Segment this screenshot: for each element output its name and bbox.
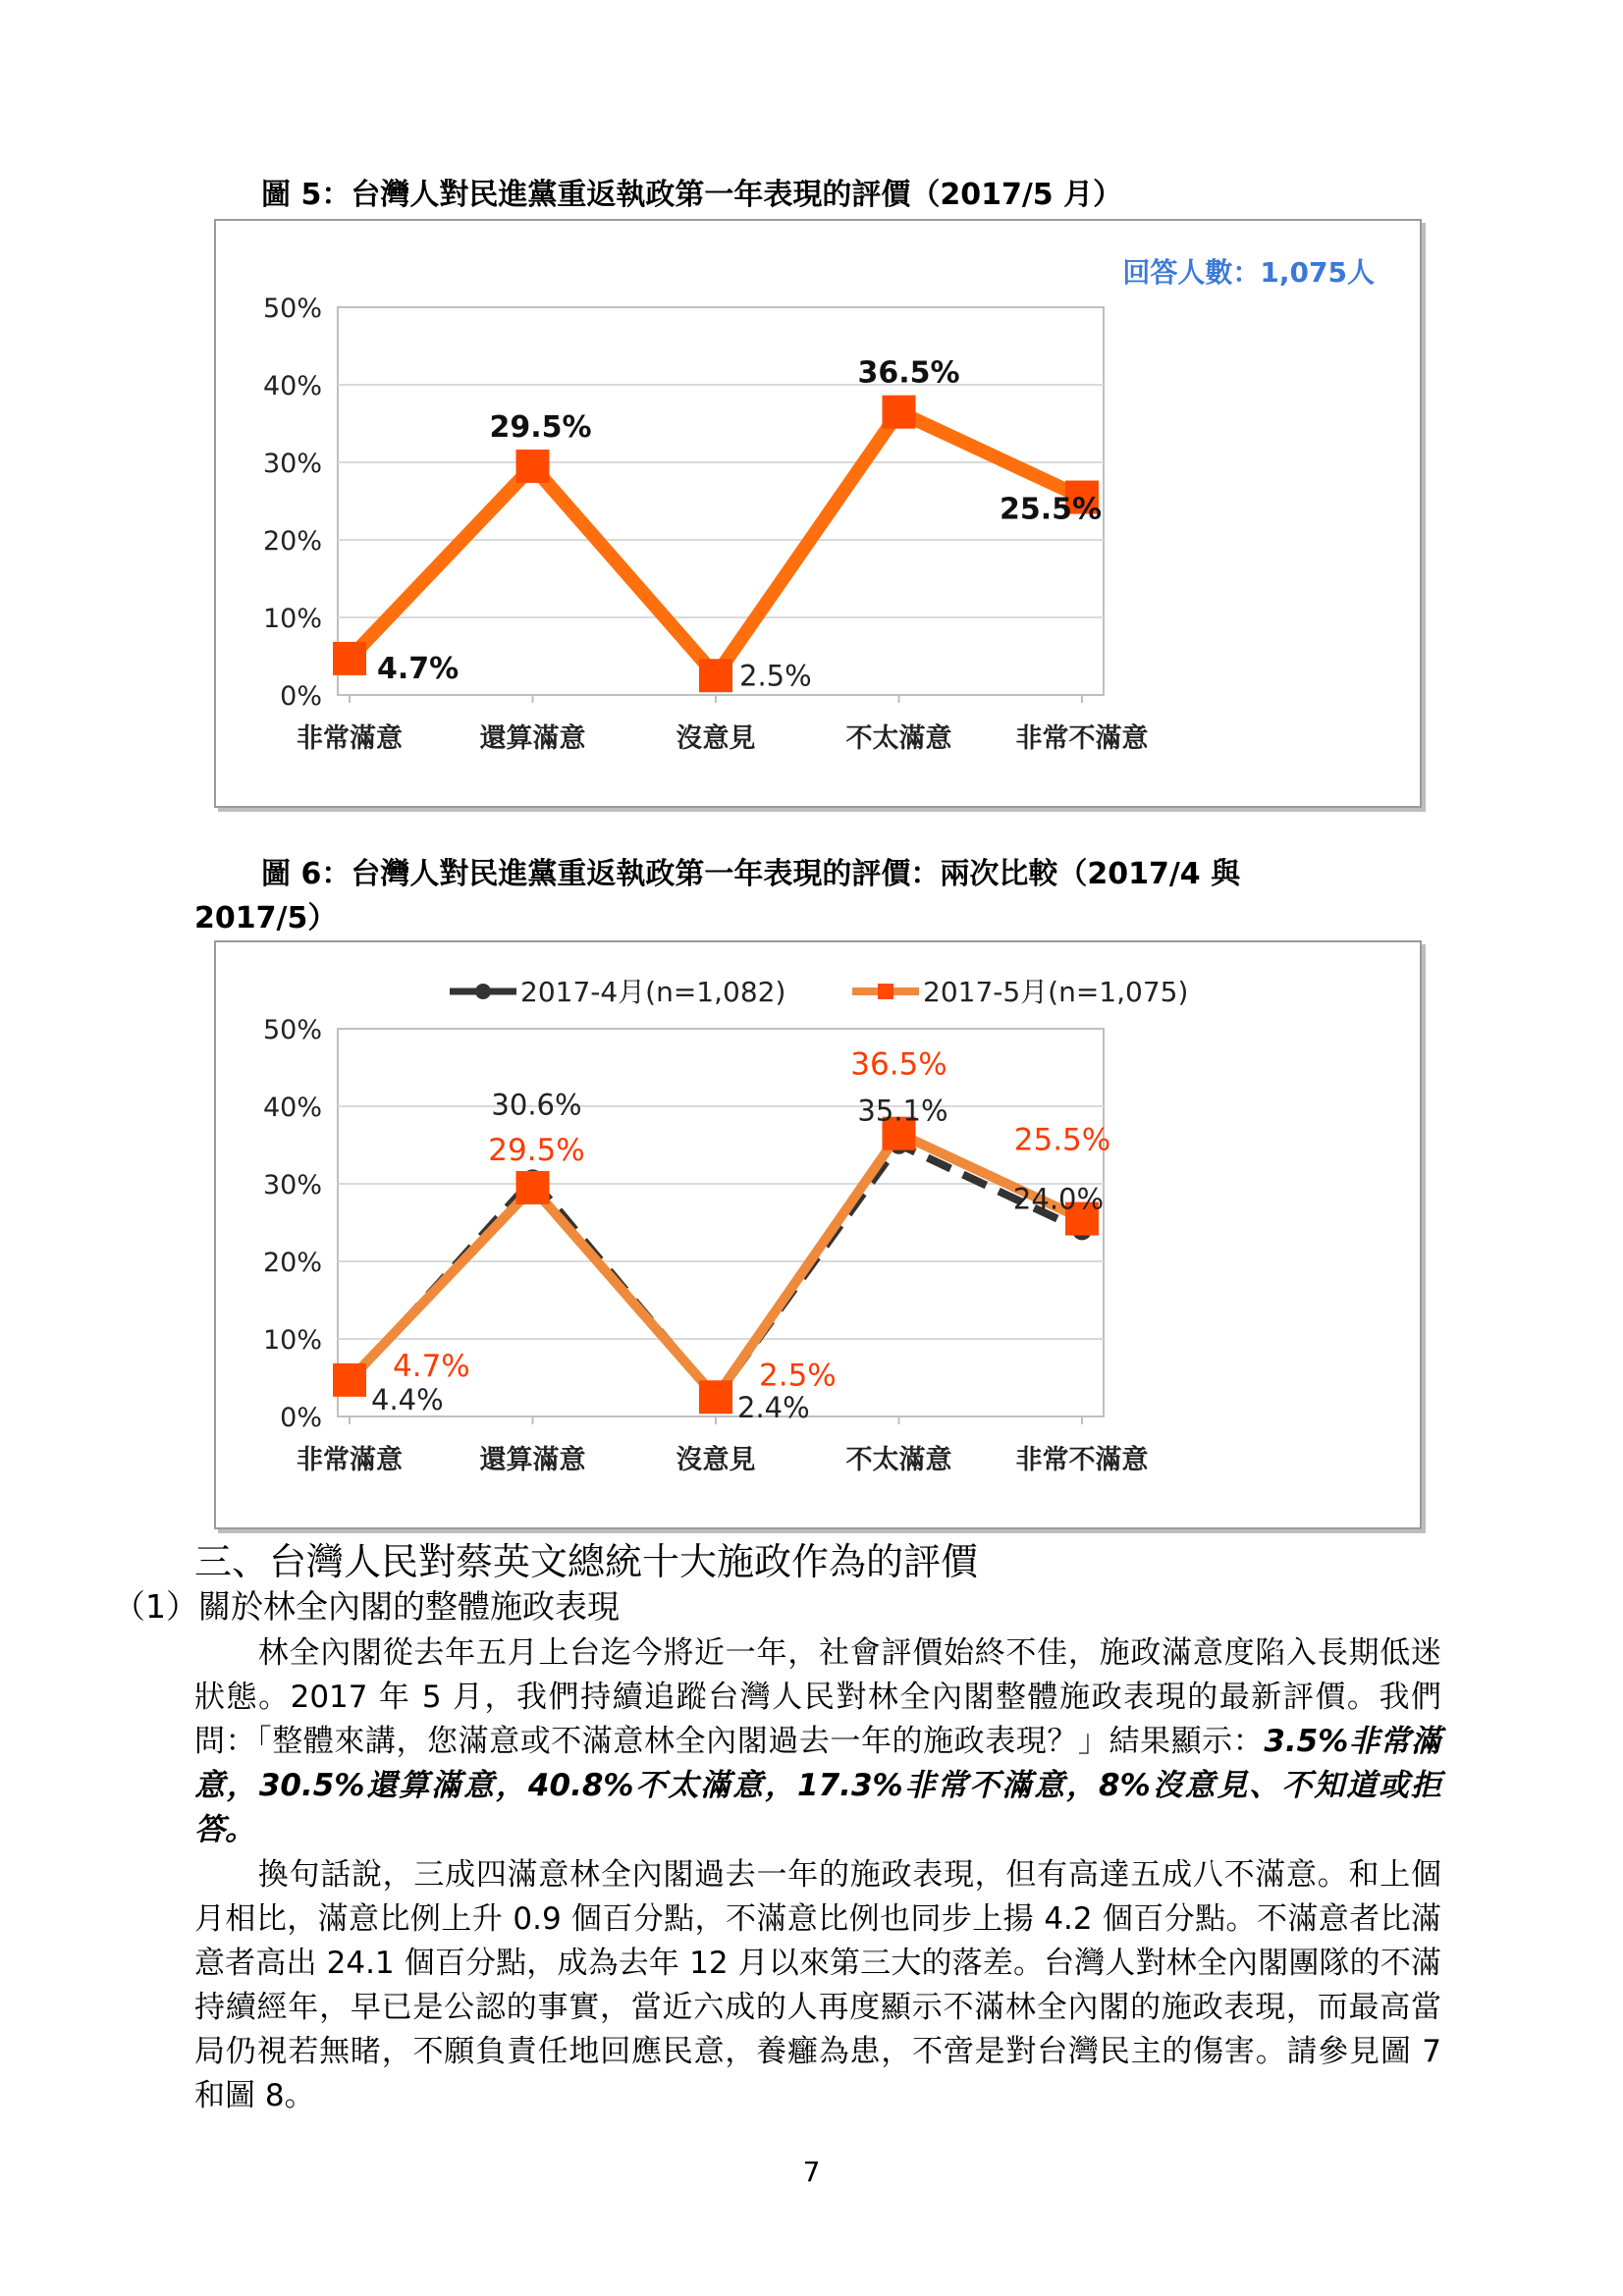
y-tick-label: 10%: [262, 604, 322, 634]
data-label: 29.5%: [489, 409, 592, 445]
x-tick-label: 沒意見: [676, 723, 756, 754]
y-tick-label: 30%: [262, 1170, 322, 1201]
figure6-chart: [214, 940, 1422, 1529]
data-label-may: 25.5%: [1013, 1122, 1111, 1158]
x-tick-label: 不太滿意: [845, 1445, 952, 1475]
data-point: [333, 642, 366, 675]
y-tick-label: 40%: [262, 371, 322, 401]
data-point-may: [333, 1363, 366, 1397]
x-tick-label: 非常不滿意: [1015, 723, 1149, 754]
data-label-april: 35.1%: [857, 1094, 948, 1128]
x-tick-label: 沒意見: [676, 1445, 756, 1475]
paragraph-2: [194, 1853, 1441, 2118]
data-label: 4.7%: [377, 651, 460, 686]
data-label-april: 24.0%: [1012, 1182, 1105, 1216]
section-title: 三、台灣人民對蔡英文總統十大施政作為的評價: [194, 1540, 979, 1583]
figure6-caption-line1: 圖 6：台灣人對民進黨重返執政第一年表現的評價：兩次比較（2017/4 與: [261, 857, 1241, 891]
figure5-chart: [214, 219, 1422, 808]
data-label-april: 4.4%: [371, 1383, 444, 1417]
y-tick-label: 20%: [262, 526, 322, 557]
data-label-may: 2.5%: [759, 1358, 837, 1394]
paragraph-1-results: 3.5%非常滿意，30.5%還算滿意，40.8%不太滿意，17.3%非常不滿意，8%沒意見、不知道或拒答。: [194, 1724, 1442, 1847]
figure6-caption-line2: 2017/5）: [194, 901, 338, 935]
x-tick-label: 非常不滿意: [1015, 1445, 1149, 1475]
subsection-heading: [113, 1584, 620, 1629]
x-tick-label: 非常滿意: [297, 1445, 403, 1475]
legend-label-may: 2017-5月(n=1,075): [923, 976, 1189, 1008]
x-tick-label: 非常滿意: [297, 723, 403, 754]
x-tick-label: 還算滿意: [479, 723, 586, 754]
y-tick-label: 30%: [262, 449, 322, 479]
data-point-may: [516, 1171, 550, 1204]
data-label-may: 29.5%: [488, 1132, 585, 1168]
y-tick-label: 0%: [280, 681, 322, 712]
data-label: 25.5%: [999, 492, 1103, 527]
data-label-april: 30.6%: [491, 1088, 582, 1122]
data-point-may: [699, 1380, 732, 1414]
legend-marker-may: [878, 984, 893, 999]
subsection-title: 關於林全內閣的整體施政表現: [198, 1587, 620, 1626]
figure5-caption: 圖 5：台灣人對民進黨重返執政第一年表現的評價（2017/5 月）: [261, 178, 1123, 212]
y-tick-label: 0%: [280, 1403, 322, 1433]
y-tick-label: 10%: [262, 1325, 322, 1356]
data-label: 36.5%: [857, 355, 960, 391]
page-number: 7: [802, 2156, 821, 2188]
paragraph-1-text: 林全內閣從去年五月上台迄今將近一年，社會評價始終不佳，施政滿意度陷入長期低迷狀態。2017 年 5 月，我們持續追蹤台灣人民對林全內閣整體施政表現的最新評價。我們問：「整體來講，您滿意或不滿意林全內閣過去一年的施政表現？」結果顯示：: [194, 1635, 1441, 1759]
y-tick-label: 50%: [262, 294, 322, 324]
y-tick-label: 50%: [262, 1015, 322, 1045]
data-label-may: 36.5%: [850, 1046, 947, 1083]
data-label-april: 2.4%: [737, 1391, 810, 1425]
legend-label-april: 2017-4月(n=1,082): [520, 976, 786, 1008]
figure6-svg: [216, 942, 1424, 1531]
paragraph-2-text: 換句話說，三成四滿意林全內閣過去一年的施政表現，但有高達五成八不滿意。和上個月相比，滿意比例上升 0.9 個百分點，不滿意比例也同步上揚 4.2 個百分點。不滿意者比滿意者高出 24.1 個百分點，成為去年 12 月以來第三大的落差。台灣人對林全內閣團隊的不滿持續經年，早已是公認的事實，當近六成的人再度顯示不滿林全內閣的施政表現，而最高當局仍視若無睹，不願負責任地回應民意，養癰為患，不啻是對台灣民主的傷害。請參見圖 7 和圖 8。: [194, 1857, 1441, 2113]
respondents-count: 回答人數：1,075人: [1122, 256, 1375, 289]
data-label: 2.5%: [739, 659, 812, 693]
subsection-number: （1）: [113, 1587, 198, 1626]
data-point: [516, 450, 550, 483]
data-point: [699, 659, 732, 692]
x-tick-label: 不太滿意: [845, 723, 952, 754]
plot-area: [338, 307, 1104, 695]
legend-marker-april: [475, 984, 491, 999]
x-tick-label: 還算滿意: [479, 1445, 586, 1475]
paragraph-1: [194, 1631, 1441, 1852]
data-point: [883, 396, 916, 429]
figure5-svg: [216, 221, 1424, 810]
y-tick-label: 20%: [262, 1248, 322, 1278]
y-tick-label: 40%: [262, 1093, 322, 1123]
data-label-may: 4.7%: [393, 1348, 470, 1384]
